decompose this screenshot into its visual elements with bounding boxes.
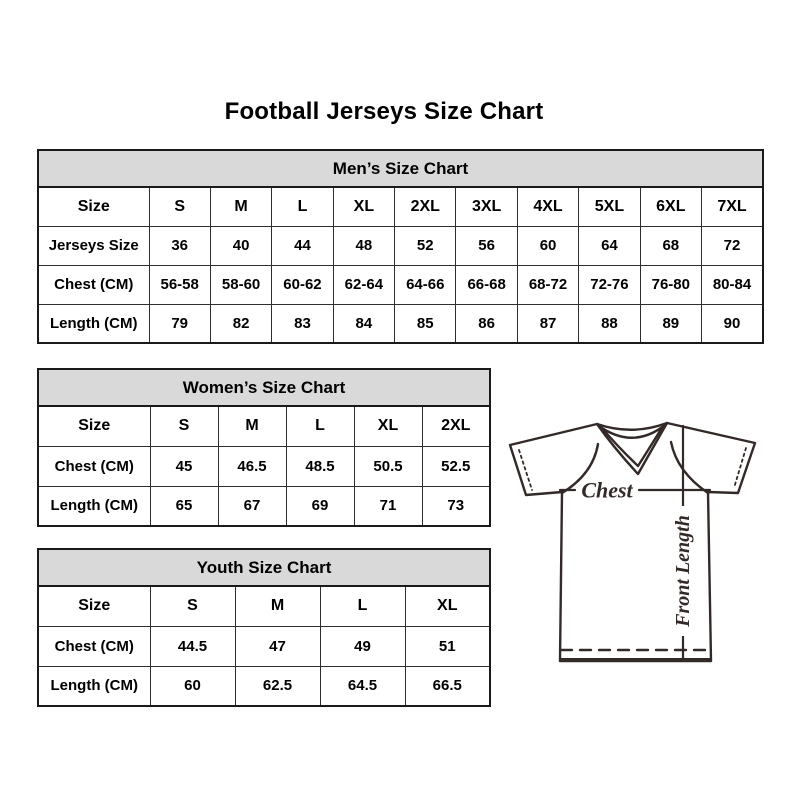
youth-value-cell: 60 <box>150 666 235 706</box>
jersey-diagram-svg <box>502 416 762 666</box>
mens-value-cell: 90 <box>702 304 763 343</box>
mens-value-cell: 68 <box>640 226 701 265</box>
mens-value-cell: 40 <box>210 226 271 265</box>
mens-size-table <box>37 149 764 344</box>
mens-value-cell: 66-68 <box>456 265 517 304</box>
mens-value-cell: 83 <box>272 304 333 343</box>
youth-value-cell: 47 <box>235 626 320 666</box>
womens-row-label: Length (CM) <box>38 486 150 526</box>
mens-value-cell: 56 <box>456 226 517 265</box>
mens-column-header: XL <box>333 187 394 226</box>
mens-value-cell: 82 <box>210 304 271 343</box>
mens-column-header: 5XL <box>579 187 640 226</box>
womens-value-cell: 48.5 <box>286 446 354 486</box>
mens-row-label: Length (CM) <box>38 304 149 343</box>
mens-table-row <box>38 226 763 265</box>
youth-table-row <box>38 666 490 706</box>
mens-value-cell: 87 <box>517 304 578 343</box>
mens-value-cell: 72-76 <box>579 265 640 304</box>
mens-value-cell: 79 <box>149 304 210 343</box>
mens-value-cell: 72 <box>702 226 763 265</box>
womens-column-header: S <box>150 406 218 446</box>
womens-table-title: Women’s Size Chart <box>38 369 490 406</box>
mens-row-label: Chest (CM) <box>38 265 149 304</box>
womens-value-cell: 45 <box>150 446 218 486</box>
womens-value-cell: 71 <box>354 486 422 526</box>
youth-size-table <box>37 548 491 707</box>
mens-value-cell: 85 <box>395 304 456 343</box>
mens-value-cell: 86 <box>456 304 517 343</box>
womens-value-cell: 52.5 <box>422 446 490 486</box>
mens-value-cell: 60-62 <box>272 265 333 304</box>
mens-value-cell: 58-60 <box>210 265 271 304</box>
youth-column-header: L <box>320 586 405 626</box>
mens-column-header: M <box>210 187 271 226</box>
youth-column-header: S <box>150 586 235 626</box>
mens-value-cell: 89 <box>640 304 701 343</box>
mens-value-cell: 64-66 <box>395 265 456 304</box>
mens-value-cell: 88 <box>579 304 640 343</box>
womens-row-label: Chest (CM) <box>38 446 150 486</box>
mens-value-cell: 44 <box>272 226 333 265</box>
youth-table-row <box>38 626 490 666</box>
mens-column-header: L <box>272 187 333 226</box>
jersey-measurement-diagram <box>502 416 762 666</box>
womens-column-header: M <box>218 406 286 446</box>
womens-size-header: Size <box>38 406 150 446</box>
youth-value-cell: 66.5 <box>405 666 490 706</box>
womens-value-cell: 67 <box>218 486 286 526</box>
mens-value-cell: 84 <box>333 304 394 343</box>
mens-column-header: 2XL <box>395 187 456 226</box>
mens-value-cell: 56-58 <box>149 265 210 304</box>
youth-column-header: M <box>235 586 320 626</box>
mens-column-header: 7XL <box>702 187 763 226</box>
youth-column-header: XL <box>405 586 490 626</box>
womens-table-row <box>38 446 490 486</box>
womens-value-cell: 69 <box>286 486 354 526</box>
jersey-outline <box>510 423 755 661</box>
youth-value-cell: 44.5 <box>150 626 235 666</box>
mens-value-cell: 76-80 <box>640 265 701 304</box>
mens-value-cell: 52 <box>395 226 456 265</box>
mens-value-cell: 60 <box>517 226 578 265</box>
mens-table-row <box>38 304 763 343</box>
youth-value-cell: 49 <box>320 626 405 666</box>
mens-value-cell: 64 <box>579 226 640 265</box>
chest-label: Chest <box>581 477 633 503</box>
mens-column-header: 3XL <box>456 187 517 226</box>
youth-row-label: Length (CM) <box>38 666 150 706</box>
mens-column-header: 6XL <box>640 187 701 226</box>
youth-size-header: Size <box>38 586 150 626</box>
mens-value-cell: 68-72 <box>517 265 578 304</box>
page-title: Football Jerseys Size Chart <box>224 98 544 125</box>
mens-value-cell: 80-84 <box>702 265 763 304</box>
left-cuff-stitch-line <box>519 450 532 490</box>
youth-value-cell: 62.5 <box>235 666 320 706</box>
youth-value-cell: 51 <box>405 626 490 666</box>
womens-value-cell: 73 <box>422 486 490 526</box>
mens-table-title: Men’s Size Chart <box>38 150 763 187</box>
front-length-label: Front Length <box>672 515 694 627</box>
womens-value-cell: 50.5 <box>354 446 422 486</box>
mens-value-cell: 36 <box>149 226 210 265</box>
youth-value-cell: 64.5 <box>320 666 405 706</box>
youth-row-label: Chest (CM) <box>38 626 150 666</box>
womens-value-cell: 46.5 <box>218 446 286 486</box>
mens-value-cell: 62-64 <box>333 265 394 304</box>
mens-column-header: 4XL <box>517 187 578 226</box>
mens-size-header: Size <box>38 187 149 226</box>
womens-size-table <box>37 368 491 527</box>
womens-value-cell: 65 <box>150 486 218 526</box>
womens-table-row <box>38 486 490 526</box>
right-cuff-stitch-line <box>734 448 746 488</box>
womens-column-header: 2XL <box>422 406 490 446</box>
mens-table-row <box>38 265 763 304</box>
youth-table-title: Youth Size Chart <box>38 549 490 586</box>
right-armhole-seam <box>671 442 708 493</box>
womens-column-header: XL <box>354 406 422 446</box>
mens-value-cell: 48 <box>333 226 394 265</box>
mens-row-label: Jerseys Size <box>38 226 149 265</box>
mens-column-header: S <box>149 187 210 226</box>
womens-column-header: L <box>286 406 354 446</box>
